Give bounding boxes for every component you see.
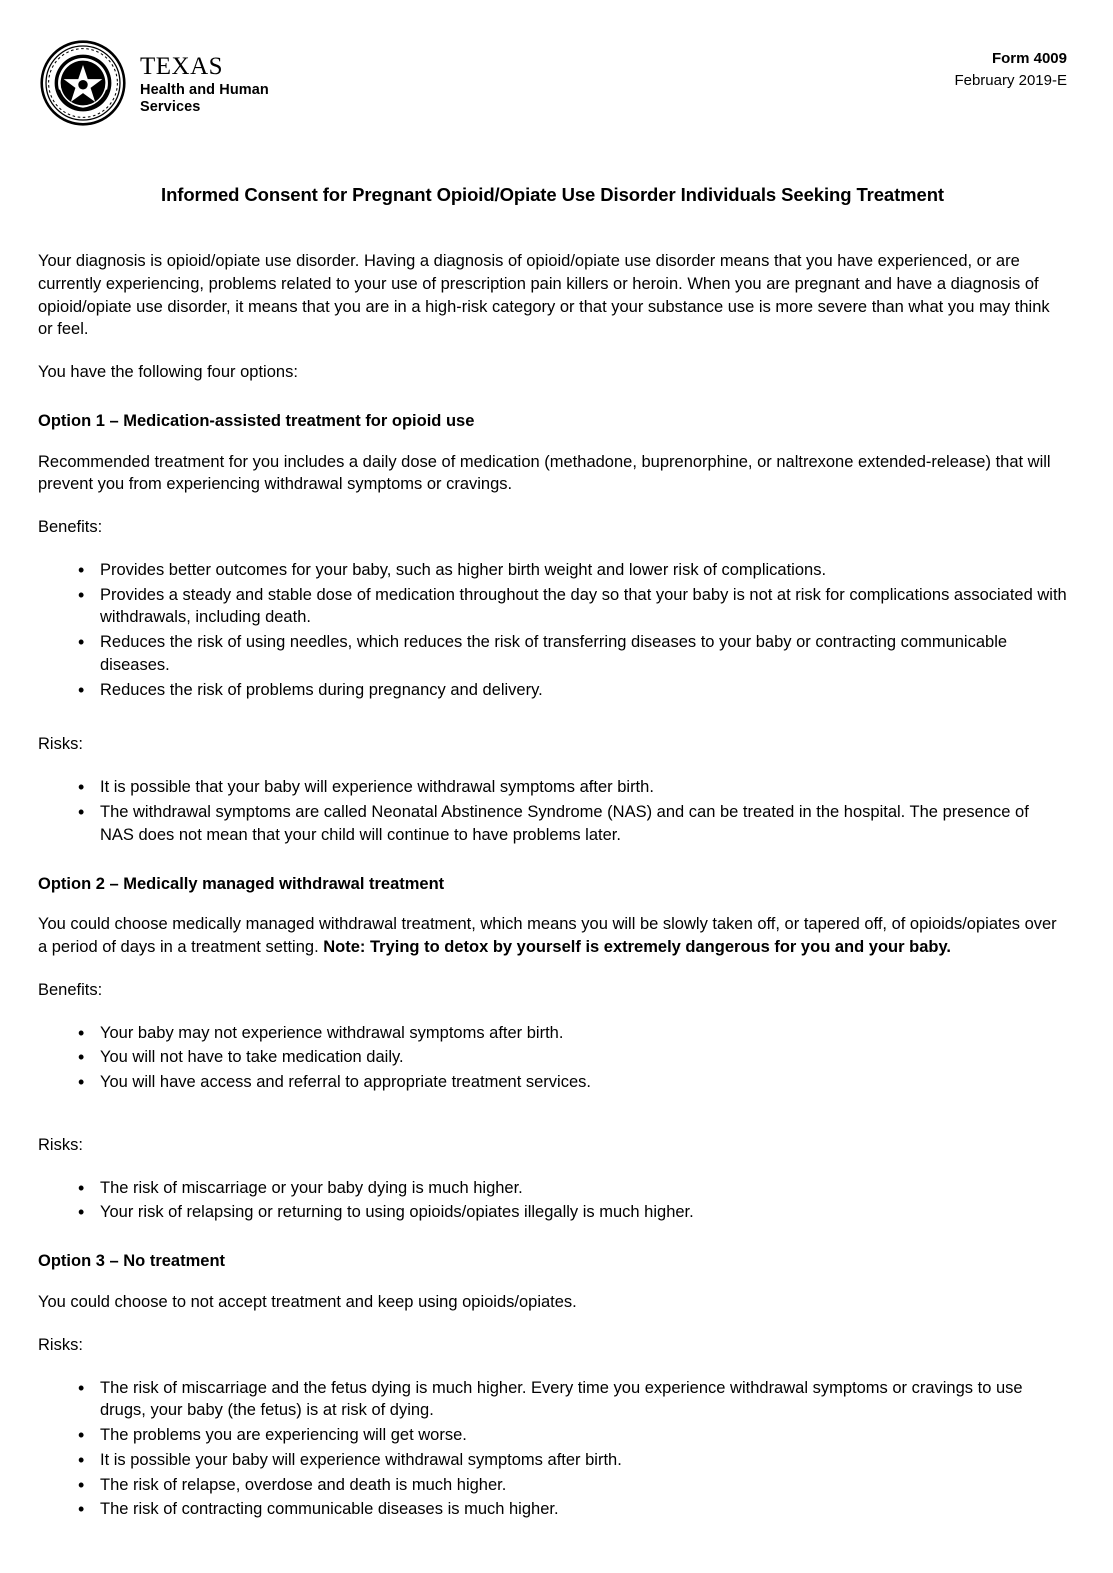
list-item: • The risk of miscarriage and the fetus dying is much higher. Every time you experience withdrawal symptoms or cravings to use drugs, your baby (the fetus) is at risk of dying. [100,1377,1067,1423]
option-2-benefits-list [38,1022,1067,1094]
texas-hhs-seal-icon [40,40,126,126]
brand-sub-line2: Services [140,98,201,115]
spacer [38,1116,1067,1134]
option-1-heading: Option 1 – Medication-assisted treatment for opioid use [38,411,475,430]
list-item: • You will have access and referral to appropriate treatment services. [100,1071,1067,1094]
form-metadata [954,38,1067,92]
form-date: February 2019-E [954,71,1067,89]
option-2-paragraph-bold: Note: Trying to detox by yourself is extremely dangerous for you and your baby. [323,938,951,957]
list-item: • It is possible that your baby will experience withdrawal symptoms after birth. [100,776,1067,799]
option-2-paragraph [38,913,1067,959]
spacer [38,723,1067,733]
option-1-benefits-label: Benefits: [38,518,103,537]
list-item: • The risk of contracting communicable diseases is much higher. [100,1498,1067,1521]
list-item: • Provides better outcomes for your baby, such as higher birth weight and lower risk of complications. [100,559,1067,582]
option-1-benefits-list [38,559,1067,702]
form-number: Form 4009 [991,50,1067,67]
list-item: • You will not have to take medication daily. [100,1046,1067,1069]
option-3-paragraph: You could choose to not accept treatment and keep using opioids/opiates. [38,1292,577,1311]
option-1-risks-label: Risks: [38,735,83,754]
list-item: • The risk of relapse, overdose and death is much higher. [100,1474,1067,1497]
agency-branding [38,38,269,126]
page-title: Informed Consent for Pregnant Opioid/Opiate Use Disorder Individuals Seeking Treatment [161,184,944,205]
brand-texas: TEXAS [140,53,224,80]
option-3-heading: Option 3 – No treatment [38,1252,226,1271]
option-1-risks-list [38,776,1067,846]
intro-paragraph: Your diagnosis is opioid/opiate use disorder. Having a diagnosis of opioid/opiate use disorder means that you have experienced, or are currently experiencing, problems related to your use of prescription pain killers or heroin. When you are pregnant and have a diagnosis of opioid/opiate use disorder, it means that you are in a high-risk category or that your substance use is more severe than what you may think or feel. [38,252,1050,339]
list-item: • Reduces the risk of using needles, which reduces the risk of transferring diseases to your baby or contracting communicable diseases. [100,631,1067,677]
list-item: • Provides a steady and stable dose of medication throughout the day so that your baby is not at risk for complications associated with withdrawals, including death. [100,584,1067,630]
list-item: • Your risk of relapsing or returning to using opioids/opiates illegally is much higher. [100,1201,1067,1224]
list-item: • Reduces the risk of problems during pregnancy and delivery. [100,679,1067,702]
brand-sub-line1: Health and Human [140,81,269,98]
option-2-heading: Option 2 – Medically managed withdrawal treatment [38,874,445,893]
option-2-paragraph-plain: You could choose medically managed withdrawal treatment, which means you will be slowly taken off, or tapered off, of opioids/opiates over a period of days in a treatment setting. [38,915,1057,957]
options-lead: You have the following four options: [38,363,298,382]
option-3-risks-list [38,1377,1067,1522]
option-2-benefits-label: Benefits: [38,980,103,999]
list-item: • The problems you are experiencing will get worse. [100,1424,1067,1447]
option-3-risks-label: Risks: [38,1335,83,1354]
document-header [38,38,1067,126]
list-item: • It is possible your baby will experience withdrawal symptoms after birth. [100,1449,1067,1472]
list-item: • Your baby may not experience withdrawal symptoms after birth. [100,1022,1067,1045]
list-item: • The risk of miscarriage or your baby dying is much higher. [100,1177,1067,1200]
list-item: • The withdrawal symptoms are called Neonatal Abstinence Syndrome (NAS) and can be treated in the hospital. The presence of NAS does not mean that your child will continue to have problems later. [100,801,1067,847]
option-1-paragraph: Recommended treatment for you includes a daily dose of medication (methadone, buprenorphine, or naltrexone extended-release) that will prevent you from experiencing withdrawal symptoms or cravings. [38,452,1051,494]
document-body [38,250,1067,1521]
option-2-risks-label: Risks: [38,1135,83,1154]
agency-name-block [140,38,269,116]
option-2-risks-list [38,1177,1067,1225]
